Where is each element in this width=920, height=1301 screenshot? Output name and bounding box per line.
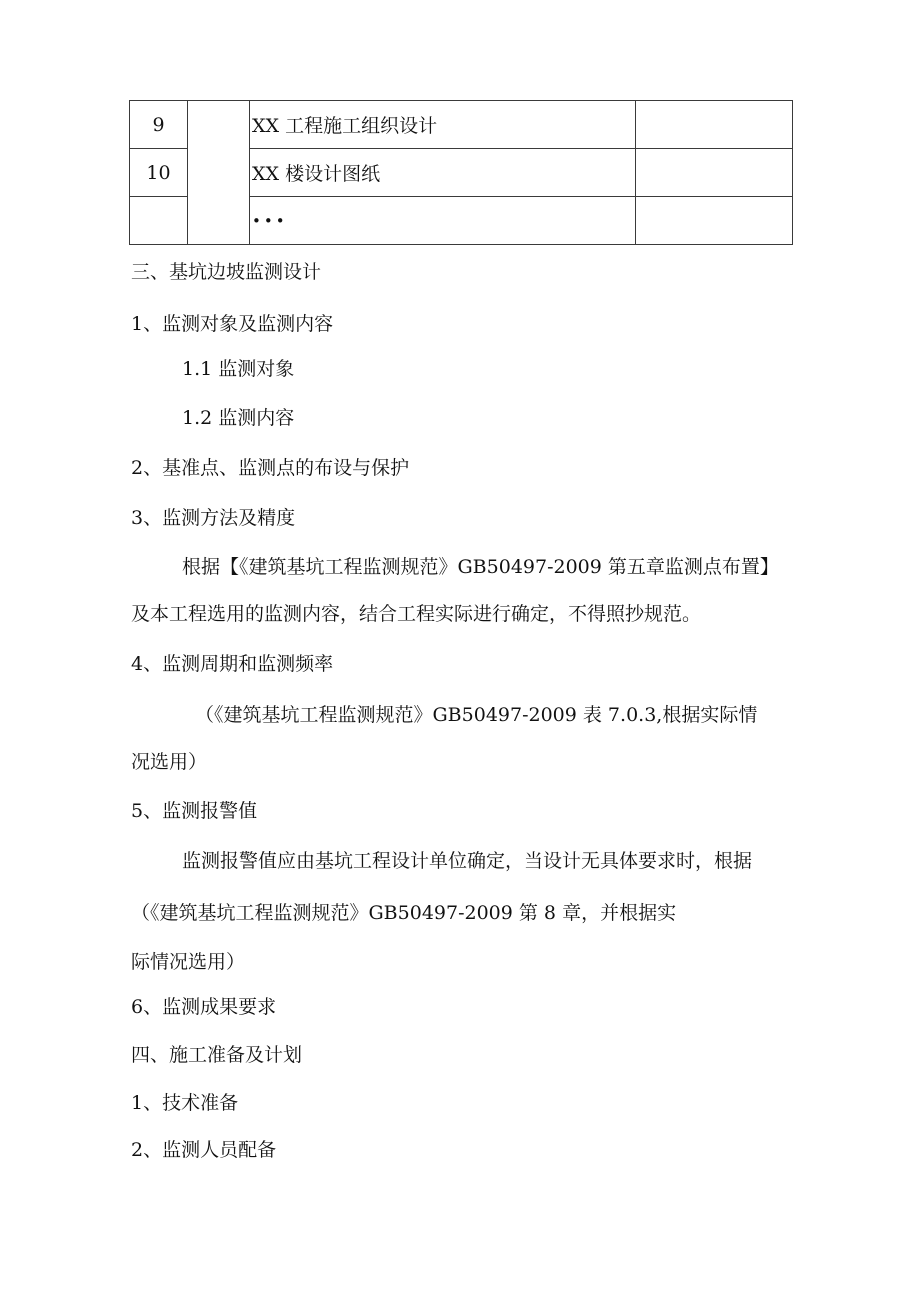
row-number-cell [130, 197, 188, 245]
document-list-table [129, 100, 793, 245]
paragraph-alarm-line-1: 监测报警值应由基坑工程设计单位确定，当设计无具体要求时，根据 [182, 850, 753, 872]
paragraph-alarm-line-2: （《建筑基坑工程监测规范》GB50497-2009 第 8 章，并根据实 [131, 902, 677, 924]
row-number-cell: 9 [130, 101, 188, 149]
table-row [130, 101, 793, 149]
section-3-heading: 三、基坑边坡监测设计 [131, 261, 322, 283]
paragraph-methods-line-2: 及本工程选用的监测内容，结合工程实际进行确定，不得照抄规范。 [131, 603, 702, 625]
category-cell [188, 101, 250, 245]
heading-monitoring-results: 6、监测成果要求 [131, 996, 277, 1018]
paragraph-frequency-line-2: 况选用） [131, 751, 208, 773]
row-number-cell: 10 [130, 149, 188, 197]
heading-benchmark-points: 2、基准点、监测点的布设与保护 [131, 457, 410, 479]
heading-monitoring-methods: 3、监测方法及精度 [131, 507, 296, 529]
section-4-heading: 四、施工准备及计划 [131, 1044, 303, 1066]
document-name-cell: XX 楼设计图纸 [250, 149, 636, 197]
heading-alarm-values: 5、监测报警值 [131, 800, 258, 822]
document-name-cell: XX 工程施工组织设计 [250, 101, 636, 149]
paragraph-methods-line-1: 根据【《建筑基坑工程监测规范》GB50497-2009 第五章监测点布置】 [182, 556, 779, 578]
paragraph-frequency-line-1: （《建筑基坑工程监测规范》GB50497-2009 表 7.0.3,根据实际情 [195, 704, 758, 726]
heading-technical-preparation: 1、技术准备 [131, 1092, 239, 1114]
heading-monitoring-frequency: 4、监测周期和监测频率 [131, 653, 334, 675]
note-cell [636, 149, 793, 197]
ellipsis-cell: ••• [250, 197, 636, 245]
heading-personnel-allocation: 2、监测人员配备 [131, 1139, 277, 1161]
subheading-monitoring-content: 1.2 监测内容 [182, 407, 295, 429]
heading-monitoring-objects: 1、监测对象及监测内容 [131, 313, 334, 335]
subheading-monitoring-object: 1.1 监测对象 [182, 358, 295, 380]
note-cell [636, 101, 793, 149]
note-cell [636, 197, 793, 245]
paragraph-alarm-line-3: 际情况选用） [131, 951, 246, 973]
